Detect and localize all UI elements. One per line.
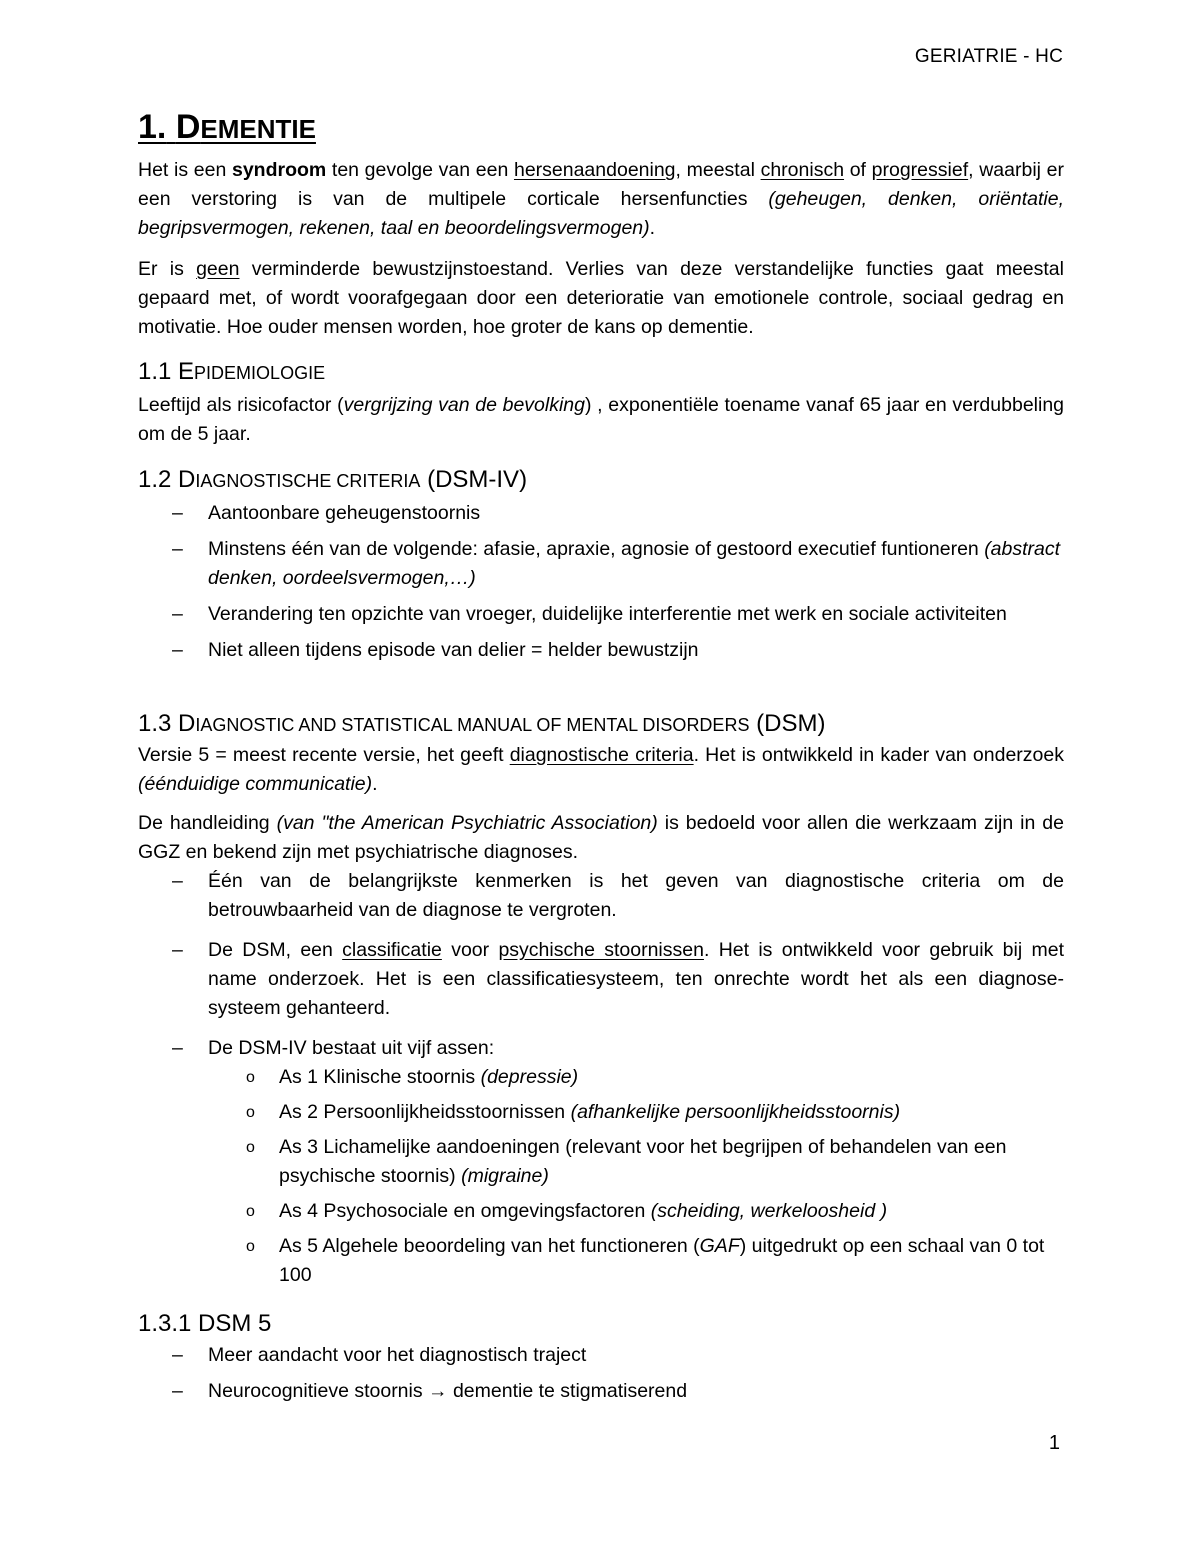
criteria-list bbox=[138, 499, 1064, 665]
assen-list bbox=[138, 1063, 1064, 1290]
section-heading: 1.3.1 DSM 5 bbox=[138, 1310, 272, 1337]
list-item: – Aantoonbare geheugenstoornis bbox=[172, 502, 481, 524]
list-item: – Verandering ten opzichte van vroeger, duidelijke interferentie met werk en sociale activiteiten bbox=[172, 603, 1007, 625]
chapter-title: 1. DEMENTIE bbox=[138, 108, 316, 146]
section-diagnostische-criteria bbox=[138, 465, 1064, 665]
list-item: o As 3 Lichamelijke aandoeningen (relevant voor het begrijpen of behandelen van een psychische stoornis) (migraine) bbox=[246, 1136, 1007, 1187]
list-item: – Minstens één van de volgende: afasie, apraxie, agnosie of gestoord executief funtioneren (abstract denken, oordeelsvermogen,…) bbox=[172, 538, 1061, 589]
page-number: 1 bbox=[1048, 1432, 1060, 1454]
list-item: o As 1 Klinische stoornis (depressie) bbox=[246, 1066, 579, 1088]
list-item: – De DSM, een classificatie voor psychische stoornissen. Het is ontwikkeld voor gebruik bij met name onderzoek. Het is een classificatiesysteem, ten onrechte wordt het als een diagnose-systeem gehanteerd. bbox=[172, 939, 1064, 1019]
section-dsm: 1.3 DIAGNOSTIC AND STATISTICAL MANUAL OF MENTAL DISORDERS (DSM) Versie 5 = meest recente versie, het geeft diagnostische criteria. Het is ontwikkeld in kader van onderzoek (éénduidige communicatie). De handleiding (van "the American Psychiatric Association) is bedoeld voor allen die werkzaam zijn in de GGZ en bekend zijn met psychiatrische diagnoses. – Één van de belangrijkste kenmerken is het geven van diagnostische criteria om de betrouwbaarheid van de diagnose te vergroten. – De DSM, een classificatie voor psychische stoornissen. Het is ontwikkeld voor gebruik bij met name onderzoek. Het is een classificatiesysteem, ten onrechte wordt het als een diagnose-systeem gehanteerd. – De DSM-IV bestaat uit vijf assen: o As 1 Klinische stoornis (depressie) o As 2 Persoonlijkheidsstoornissen (afhankelijke persoonlijkheidsstoornis) o As 3 Lichamelijke aandoeningen (relevant voor het begrijpen of behandelen van een psychische stoornis) (migraine) o As 4 Psychosociale en omgevingsfactoren (scheiding, werkeloosheid ) o As 5 Algehele beoordeling van het functioneren (GAF) uitgedrukt op een schaal van 0 tot 100 bbox=[138, 709, 1064, 1290]
dsm5-list bbox=[138, 1341, 1064, 1406]
section-heading: 1.1 EPIDEMIOLOGIE bbox=[138, 358, 326, 385]
section-dsm5 bbox=[138, 1309, 1064, 1406]
section-heading: 1.3 DIAGNOSTIC AND STATISTICAL MANUAL OF MENTAL DISORDERS (DSM) bbox=[138, 710, 826, 737]
dsm-list bbox=[138, 867, 1064, 1063]
list-item: – Meer aandacht voor het diagnostisch traject bbox=[172, 1344, 587, 1366]
arrow-right-icon: → bbox=[428, 1380, 448, 1402]
list-item: o As 5 Algehele beoordeling van het functioneren (GAF) uitgedrukt op een schaal van 0 tot 100 bbox=[246, 1235, 1045, 1286]
list-item: – Één van de belangrijkste kenmerken is het geven van diagnostische criteria om de betrouwbaarheid van de diagnose te vergroten. bbox=[172, 870, 1064, 921]
section-epidemiologie: 1.1 EPIDEMIOLOGIE Leeftijd als risicofactor (vergrijzing van de bevolking) , exponentiële toename vanaf 65 jaar en verdubbeling om de 5 jaar. bbox=[138, 358, 1065, 445]
list-item: o As 2 Persoonlijkheidsstoornissen (afhankelijke persoonlijkheidsstoornis) bbox=[246, 1101, 901, 1123]
running-header: GERIATRIE - HC bbox=[914, 46, 1063, 67]
list-item: – De DSM-IV bestaat uit vijf assen: bbox=[172, 1037, 495, 1059]
intro-paragraph-1: Het is een syndroom ten gevolge van een hersenaandoening, meestal chronisch of progressief, waarbij er een verstoring is van de multipele corticale hersenfuncties (geheugen, denken, oriëntatie, begripsvermogen, rekenen, taal en beoordelingsvermogen). bbox=[138, 159, 1064, 239]
intro-paragraph-2: Er is geen verminderde bewustzijnstoestand. Verlies van deze verstandelijke functies gaat meestal gepaard met, of wordt voorafgegaan door een deterioratie van emotionele controle, sociaal gedrag en motivatie. Hoe ouder mensen worden, hoe groter de kans op dementie. bbox=[138, 258, 1064, 338]
list-item: – Neurocognitieve stoornis → dementie te stigmatiserend bbox=[172, 1380, 688, 1402]
list-item: o As 4 Psychosociale en omgevingsfactoren (scheiding, werkeloosheid ) bbox=[246, 1200, 888, 1222]
list-item: – Niet alleen tijdens episode van delier = helder bewustzijn bbox=[172, 639, 699, 661]
section-heading: 1.2 DIAGNOSTISCHE CRITERIA (DSM-IV) bbox=[138, 466, 528, 493]
